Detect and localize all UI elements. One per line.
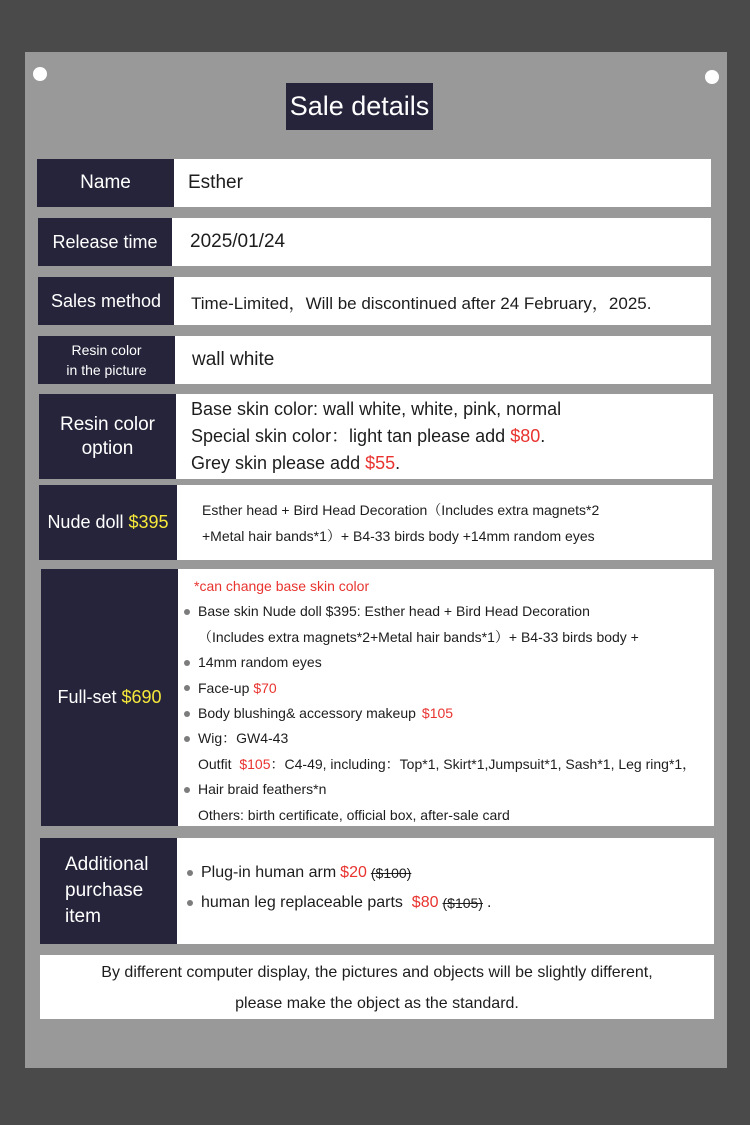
value-additional-purchase [177, 838, 714, 944]
disclaimer-line1: By different computer display, the pictures and objects will be slightly different, [101, 964, 653, 981]
label-resin-option-line2: option [81, 437, 134, 459]
page-title: Sale details [286, 83, 433, 130]
list-item: Wig：GW4-43 [198, 726, 714, 751]
price-human-arm: $20 [340, 864, 367, 881]
nude-doll-line2: +Metal hair bands*1）+ B4-33 birds body +14mm random eyes [202, 527, 595, 544]
price-full-set: $690 [121, 687, 162, 707]
label-additional-line1: Additional [65, 854, 149, 875]
disclaimer-line2: please make the object as the standard. [235, 995, 519, 1012]
row-release-time [38, 218, 711, 266]
row-resin-option [39, 394, 713, 479]
list-item: Base skin Nude doll $395: Esther head + Bird Head Decoration [198, 599, 714, 624]
row-nude-doll [39, 485, 712, 560]
value-full-set [178, 569, 714, 826]
label-additional-line3: item [65, 906, 101, 927]
value-resin-option [176, 394, 713, 479]
label-additional-line2: purchase [65, 880, 144, 901]
value-nude-doll [177, 485, 712, 560]
additional-list [201, 858, 714, 918]
price-human-leg: $80 [411, 894, 439, 911]
list-item: Outfit $105：C4-49, including：Top*1, Skirt*1,Jumpsuit*1, Sash*1, Leg ring*1， [198, 755, 697, 772]
resin-option-line2: Special skin color：light tan please add $80. [191, 426, 546, 446]
price-light-tan: $80 [510, 426, 541, 446]
label-resin-option-line1: Resin color [59, 413, 156, 435]
value-release-time: 2025/01/24 [172, 218, 711, 266]
list-item: Hair braid feathers*n [198, 777, 714, 802]
resin-option-line1: Base skin color: wall white, white, pink, normal [191, 399, 562, 419]
price-nude-doll: $395 [128, 512, 169, 532]
label-sales-method: Sales method [38, 277, 174, 325]
list-item: （Includes extra magnets*2+Metal hair bands*1）+ B4-33 birds body + [198, 628, 639, 645]
list-item: Body blushing& accessory makeup $105 [198, 701, 714, 726]
disclaimer [40, 955, 714, 1019]
value-resin-picture: wall white [175, 336, 711, 384]
label-nude-doll: Nude doll $395 [39, 485, 177, 560]
label-resin-option [39, 394, 176, 479]
row-sales-method [38, 277, 711, 325]
list-item: 14mm random eyes [198, 650, 714, 675]
price-body-blushing: $105 [421, 705, 454, 722]
price-grey-skin: $55 [365, 453, 396, 473]
label-release-time: Release time [38, 218, 172, 266]
value-sales-method: Time-Limited，Will be discontinued after 24 February，2025. [174, 277, 711, 325]
list-item: Face-up $70 [198, 676, 714, 701]
row-name [37, 159, 711, 207]
list-item: Plug-in human arm $20 ($100) [201, 858, 714, 888]
value-name: Esther [174, 159, 711, 207]
nude-doll-line1: Esther head + Bird Head Decoration（Includes extra magnets*2 [202, 501, 600, 518]
list-item: human leg replaceable parts $80 ($105) . [201, 888, 714, 918]
pin-icon [33, 67, 47, 81]
row-additional-purchase [40, 838, 714, 944]
label-additional-purchase [40, 838, 177, 944]
label-name: Name [37, 159, 174, 207]
label-resin-picture-line2: in the picture [66, 362, 147, 378]
list-item: Others: birth certificate, official box, after-sale card [198, 806, 510, 823]
full-set-note: *can change base skin color [194, 578, 370, 594]
label-full-set: Full-set $690 [41, 569, 178, 826]
old-price-human-leg: ($105) [442, 895, 483, 911]
old-price-human-arm: ($100) [370, 865, 412, 881]
label-resin-picture [38, 336, 175, 384]
label-resin-picture-line1: Resin color [71, 342, 142, 358]
price-face-up: $70 [253, 679, 277, 696]
pin-icon [705, 70, 719, 84]
row-resin-picture [38, 336, 711, 384]
full-set-list [194, 574, 714, 828]
row-full-set [41, 569, 714, 826]
price-outfit: $105 [239, 755, 271, 772]
resin-option-line3: Grey skin please add $55. [191, 453, 401, 473]
